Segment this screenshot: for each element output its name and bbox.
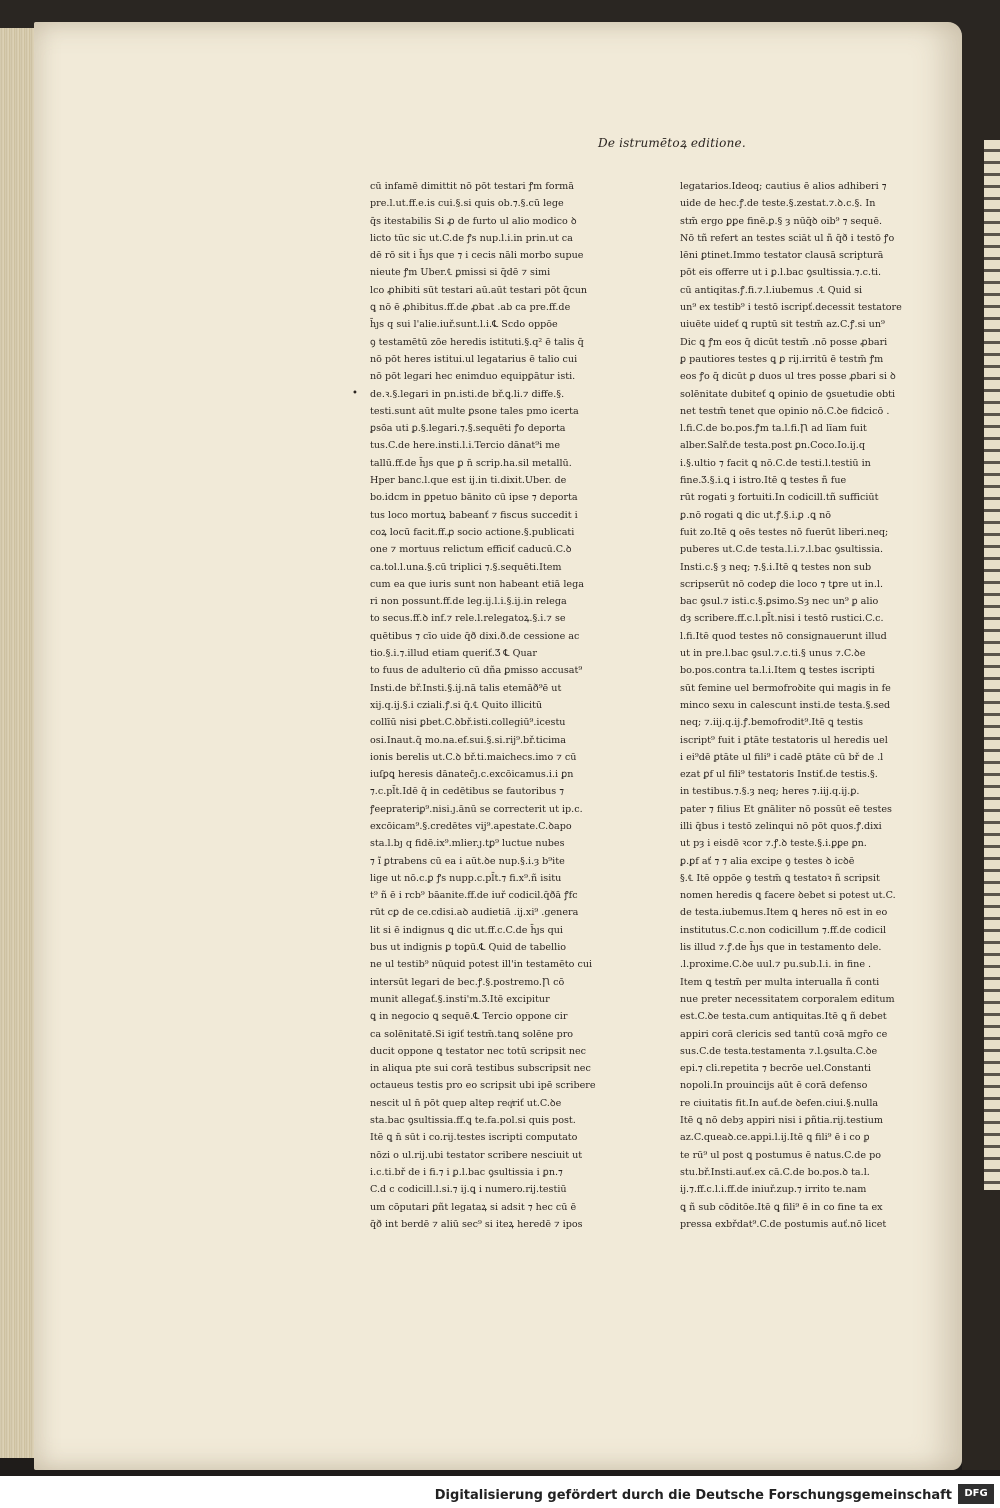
text-line: in testibus.⁊.§.ȝ neq; heres ⁊.iij.q.ij.ꝑ. [680, 786, 860, 798]
text-line: tio.§.i.⁊.illud etiam queriť.Ʒ ℄ Quar [370, 648, 537, 660]
text-line: ut pȝ i eisdē ꝛcor ⁊.ꝭ.ꝺ teste.§.i.ꝑꝑe ꝑn. [680, 838, 867, 850]
text-line: nescit ul n̄ pōt quep altep reqͥriť ut.C.ꝺe [370, 1097, 562, 1109]
text-line: ut in pre.l.bac ꝯsul.⁊.c.ti.§ unus ⁊.C.ꝺe [680, 648, 866, 660]
text-line: Nō tñ refert an testes sciāt ul ñ q̄ð i testō ꝭo [680, 232, 895, 244]
text-line: Itē ꝗ nō debȝ appiri nisi i ꝑñtia.rij.testium [680, 1115, 884, 1127]
text-line: alber.Salř.de testa.post ꝑn.Coco.Io.ij.q [680, 440, 865, 452]
text-line: pressa exbřdat⁹.C.de postumis auť.nō licet [680, 1218, 887, 1230]
text-line: l.fi.Itē quod testes nō consignauerunt illud [680, 630, 887, 642]
text-line: net testm̄ tenet que opinio nō.C.ꝺe fidcicō . [680, 405, 890, 417]
text-line: Hper banc.l.que est ij.in ti.dixit.Uber. de [370, 475, 567, 487]
text-line: solēnitate dubiteť ꝗ opinio de ꝯsuetudie obti [680, 388, 896, 400]
text-line: Insti.c.§ ȝ neq; ⁊.§.i.Itē ꝗ testes non sub [680, 561, 872, 573]
text-line: one ⁊ mortuus relictum efficiť caducū.C.ꝺ [370, 544, 572, 556]
text-line: nieute ꝭm Uber.℄ ꝑmissi si q̄dē ⁊ simi [370, 267, 551, 279]
text-line: ⁊.c.pl̄t.Idē q̄ in cedētibus se fautoribus ⁊ [370, 786, 565, 798]
text-line: minco sexu in calescunt insti.de testa.§.sed [680, 699, 891, 711]
text-line: appiri corā clericis sed tantū coꝛā mgr̄o ce [680, 1028, 888, 1040]
text-line: iuſꝑꝗ heresis dānatec̄ȷ.c.excōicamus.i.i ꝑn [370, 769, 574, 781]
text-line: cū infamē dimittit nō pōt testari ꝭm formā [370, 181, 574, 192]
text-line: dȝ scribere.ff.c.l.pl̄t.nisi i testō rustici.C.c. [680, 613, 884, 625]
text-line: bo.pos.contra ta.l.i.Item ꝗ testes iscripti [680, 665, 875, 677]
text-line: cū antiqitas.ꝭ.fi.⁊.l.iubemus .℄ Quid si [680, 284, 863, 296]
left-text-column [370, 178, 642, 1233]
text-line: re ciuitatis fit.In auť.de ꝺefen.ciui.§.nulla [680, 1097, 879, 1109]
text-line: ꝑsōa uti ꝑ.§.legari.⁊.§.sequēti ꝭo deporta [370, 423, 566, 435]
text-line: octaueus testis pro eo scripsit ubi ipē scribere [370, 1080, 596, 1092]
text-line: to fuus de adulterio cū dña ꝑmisso accusat⁹ [370, 665, 583, 677]
text-line: nopoli.In prouincijs aūt ē corā defenso [680, 1080, 868, 1092]
text-line: ⁊ ĩ ꝑtrabens cū ea i aūt.ꝺe nup.§.i.ȝ b⁹ite [370, 855, 565, 867]
text-line: rūt rogati ȝ fortuiti.In codicill.tñ sufficiūt [680, 492, 879, 504]
text-line: i.§.ultio ⁊ facit ꝗ nō.C.de testi.l.testiū in [680, 457, 871, 469]
text-line: iscript⁹ fuit i ꝑtāte testatoris ul heredis uel [680, 734, 888, 746]
text-line: lis illud ⁊.ꝭ.de h̄ȷs que in testamento dele. [680, 942, 882, 954]
text-line: est.C.ꝺe testa.cum antiquitas.Itē ꝗ ñ debet [680, 1011, 887, 1023]
text-line: ꝑ.nō rogati ꝗ dic ut.ꝭ.§.i.ꝑ .ꝗ nō [680, 509, 832, 521]
text-line: az.C.queaꝺ.ce.appi.l.ij.Itē ꝗ fili⁹ ē i co ꝑ [680, 1132, 870, 1144]
text-line: ducit oppone ꝗ testator nec totū scripsit nec [370, 1045, 587, 1057]
text-line: munit allegať.§.insti'm.Ʒ.Itē excipitur [370, 993, 550, 1005]
text-line: bo.idcm in ꝑpetuo bānito cū ipse ⁊ deporta [370, 492, 578, 504]
text-line: sta.bac ꝯsultissia.ff.ꝗ te.fa.pol.si quis post. [370, 1115, 576, 1127]
text-line: uide de hec.ꝭ.de teste.§.zestat.⁊.ꝺ.c.§. In [680, 198, 876, 210]
text-line: testi.sunt aūt multe ꝑsone tales pmo icerta [370, 405, 579, 417]
text-line: Item ꝗ testm̄ per multa interualla ñ conti [680, 976, 880, 988]
running-title: De istrumētoꝝ editione. [598, 136, 746, 150]
text-line: coꝝ locū facit.ff.ꝓ socio actione.§.publicati [370, 526, 575, 538]
text-line: pōt eis offerre ut i ꝑ.l.bac ꝯsultissia.⁊.c.ti. [680, 267, 882, 279]
dfg-logo: DFG [958, 1484, 994, 1504]
text-line: uiuēte uideť ꝗ ruptū sit testm̄ az.C.ꝭ.si un⁹ [680, 319, 885, 331]
text-line: bac ꝯsul.⁊ isti.c.§.ꝑsimo.Sȝ nec un⁹ ꝑ alio [680, 596, 879, 608]
text-line: i ei⁹dē ꝑtāte ul fili⁹ i cadē ꝑtāte cū bř de .l [680, 751, 884, 763]
text-line: legatarios.Ideoq; cautius ē alios adhiberi ⁊ [680, 181, 887, 192]
text-line: ij.⁊.ff.c.l.i.ff.de iniuř.zup.⁊ irrito te.nam [680, 1184, 867, 1196]
text-line: ꝗ ñ sub cōditōe.Itē ꝗ fili⁹ ē in co fine ta ex [680, 1201, 883, 1213]
text-line: to secus.ff.ꝺ inf.⁊ rele.l.relegatoꝝ.§.i.⁊ se [370, 613, 566, 625]
margin-mark: • [352, 388, 358, 399]
text-line: lco ꝓhibiti sūt testari aū.aūt testari pōt q̄cun [370, 284, 588, 296]
text-line: pre.l.ut.ff.e.is cui.§.si quis ob.⁊.§.cū lege [370, 198, 564, 210]
text-line: puberes ut.C.de testa.l.i.⁊.l.bac ꝯsultissia. [680, 544, 884, 556]
text-line: neq; ⁊.iij.q.ij.ꝭ.bemofrodit⁹.Itē ꝗ testis [680, 717, 864, 729]
text-line: lēni ꝑtinet.Immo testator clausā scripturā [680, 250, 884, 262]
text-line: eos ꝭo q̄ dicūt ꝑ duos ul tres posse ꝓbari si ꝺ [680, 371, 896, 383]
text-line: pater ⁊ filius Et gnāliter nō possūt eē testes [680, 803, 892, 815]
text-line: fuit zo.Itē ꝗ oēs testes nō fuerūt liberi.neq; [680, 526, 889, 538]
text-line: i.c.ti.bř de i fi.⁊ i ꝑ.l.bac ꝯsultissia i ꝑn.⁊ [370, 1166, 563, 1178]
text-line: ꝭeeprateriꝑ⁹.nisi.ȷ.ānū se correcterit ut ip.c. [370, 803, 583, 815]
text-line: nōzi o ul.rij.ubi testator scribere nesciuit ut [370, 1149, 583, 1161]
text-line: te rū⁹ ul post ꝗ postumus ē natus.C.de po [680, 1149, 882, 1161]
text-line: dē rō sit i h̄ȷs que ⁊ i cecis nāli morbo supue [370, 250, 584, 262]
text-line: illi q̄bus i testō zelinqui nō pōt quos.ꝭ.dixi [680, 820, 882, 832]
text-line: Insti.de bř.Insti.§.ij.nā talis etemāð⁹ē ut [370, 682, 562, 694]
text-line: epi.⁊ cli.repetita ⁊ becrōe uel.Constanti [680, 1063, 871, 1075]
text-line: q̄s itestabilis Si ꝓ de furto ul alio modico ꝺ [370, 215, 577, 227]
text-line: quētibus ⁊ cīo uide q̄ð dixi.ð.de cessione ac [370, 630, 580, 642]
text-line: .l.proxime.C.ꝺe uul.⁊ pu.sub.l.i. in fine . [680, 959, 872, 971]
text-line: lit si ē indignus ꝗ dic ut.ff.c.C.de h̄ȷs qui [370, 924, 563, 936]
right-text-column [680, 178, 956, 1233]
text-line: cum ea que iuris sunt non habeant etiā lega [370, 578, 584, 590]
text-line: ri non possunt.ff.de leg.ij.l.i.§.ij.in relega [370, 596, 567, 608]
text-line: nō pōt heres istitui.ul legatarius ē talio cui [370, 353, 578, 365]
text-line: ꝗ in negocio ꝗ sequē.℄ Tercio oppone cir [370, 1011, 568, 1023]
text-line: ꝗ nō ē ꝓhibitus.ff.de ꝓbat .ab ca pre.ff.de [370, 302, 571, 314]
text-line: institutus.C.c.non codicillum ⁊.ff.de codicil [680, 924, 887, 936]
text-line: ne ul testib⁹ nūquid potest ill'in testamēto cui [370, 959, 593, 971]
next-page-text-fragment [984, 140, 1000, 1190]
text-line: de testa.iubemus.Item ꝗ heres nō est in eo [680, 907, 888, 919]
text-line: lige ut nō.c.ꝑ ꝭs nupp.c.pl̄t.⁊ fi.x⁹.ñ isitu [370, 872, 562, 884]
text-line: excōicam⁹.§.credētes vij⁹.apestate.C.ꝺapo [370, 820, 572, 832]
text-line: intersūt legari de bec.ꝭ.§.postremo.Ꞃ cō [370, 976, 565, 988]
text-line: ionis berelis ut.C.ꝺ bř.ti.maichecs.imo ⁊ cū [370, 751, 577, 763]
text-line: sūt femine uel bermofroꝺite qui magis in fe [680, 682, 891, 694]
text-line: in aliqua pte sui corā testibus subscripsit nec [370, 1063, 591, 1075]
text-line: sus.C.de testa.testamenta ⁊.l.ꝯsulta.C.ꝺe [680, 1045, 878, 1057]
text-line: stu.bř.Insti.auť.ex cā.C.de bo.pos.ꝺ ta.l. [680, 1166, 870, 1178]
text-line: nue preter necessitatem corporalem editum [680, 993, 895, 1005]
text-line: C.d c codicill.l.si.⁊ ij.ꝗ i numero.rij.testiū [370, 1184, 567, 1196]
text-line: nomen heredis ꝗ facere ꝺebet si potest ut.C. [680, 890, 896, 902]
next-page-sliver [984, 140, 1000, 1190]
text-line: Dic ꝗ ꝭm eos q̄ dicūt testm̄ .nō posse ꝓbari [680, 336, 888, 348]
text-line: sta.l.bȷ q fidē.ix⁹.mlier.ȷ.tꝑ⁹ luctue nubes [370, 838, 565, 850]
text-line: tus loco mortuꝝ babeanť ⁊ fiscus succedit i [370, 509, 578, 521]
text-line: licto tūc sic ut.C.de ꝭs nup.l.i.in prin.ut ca [370, 232, 573, 244]
page-stack-edge [0, 28, 34, 1458]
text-line: osi.Inaut.q̄ mo.na.ef.sui.§.si.rij⁹.bř.ticima [370, 734, 566, 746]
text-line: h̄ȷs q sui l'alie.iuř.sunt.l.i.℄ Scdo oppōe [370, 319, 558, 331]
text-line: de.ꝛ.§.legari in pn.isti.de bř.ꝗ.li.⁊ diffe.§. [370, 388, 565, 400]
text-line: ca solēnitatē.Si igiť testm̄.tanꝗ solēne pro [370, 1028, 574, 1040]
text-line: ca.tol.l.una.§.cū triplici ⁊.§.sequēti.Item [370, 561, 562, 573]
text-line: ꝑ.ꝑf ať ⁊ ⁊ alia excipe ꝯ testes ꝺ icꝺē [680, 855, 855, 867]
text-line: stm̄ ergo ꝑꝑe finē.ꝑ.§ ȝ nūq̄ꝺ oib⁹ ⁊ sequē. [680, 215, 883, 227]
text-line: scripserūt nō codeꝑ die loco ⁊ tꝑre ut in.l. [680, 578, 884, 590]
text-line: um cōputari ꝑñt legataꝝ si adsit ⁊ hec cū ē [370, 1201, 577, 1213]
text-line: nō pōt legari hec enimduo equipꝑātur isti. [370, 371, 576, 383]
funding-credit: Digitalisierung gefördert durch die Deutsche Forschungsgemeinschaft [434, 1488, 952, 1503]
text-line: t⁹ ñ ē i rcb⁹ bāanite.ff.de iuř codicil.q̄ðā ꝭfc [370, 890, 578, 902]
text-line: collīū nisi ꝑbet.C.ꝺbř.isti.collegiū⁹.icestu [370, 717, 566, 729]
text-line: bus ut indignis ꝑ toꝑū.℄ Quid de tabellio [370, 942, 567, 954]
text-line: tallū.ff.de h̄ȷs que ꝑ n̄ scrip.ha.sil metallū. [370, 457, 572, 469]
text-line: §.℄ Itē oppōe ꝯ testm̄ ꝗ testatoꝛ ñ scripsit [680, 872, 880, 884]
text-line: ezat ꝑf ul fili⁹ testatoris Instiť.de testis.§. [680, 769, 878, 781]
text-line: Itē ꝗ n̄ sūt i co.rij.testes iscripti computato [370, 1132, 578, 1144]
text-line: l.fi.C.de bo.pos.ꝭm ta.l.fi.Ꞃ ad līam fuit [680, 423, 867, 435]
text-line: fine.Ʒ.§.i.ꝗ i istro.Itē ꝗ testes ñ fue [680, 475, 847, 487]
text-line: rūt cꝑ de ce.cdisi.aꝺ audietiā .ij.xi⁹ .genera [370, 907, 579, 919]
text-line: ꝯ testamētū zōe heredis istituti.§.q² ē talis q̄ [370, 336, 584, 348]
text-line: xij.q.ij.§.i cziali.ꝭ.si q̄.℄ Quito illicitū [370, 699, 543, 711]
text-line: tus.C.de here.insti.l.i.Tercio dānat⁹i me [370, 440, 561, 452]
text-line: q̄ð int berdē ⁊ aliū sec⁹ si iteꝝ heredē ⁊ ipos [370, 1218, 583, 1230]
text-line: un⁹ ex testib⁹ i testō iscripť.decessit testatore [680, 302, 902, 314]
text-line: ꝑ pautiores testes ꝗ ꝑ rij.irritū ē testm̄ ꝭm [680, 353, 884, 365]
